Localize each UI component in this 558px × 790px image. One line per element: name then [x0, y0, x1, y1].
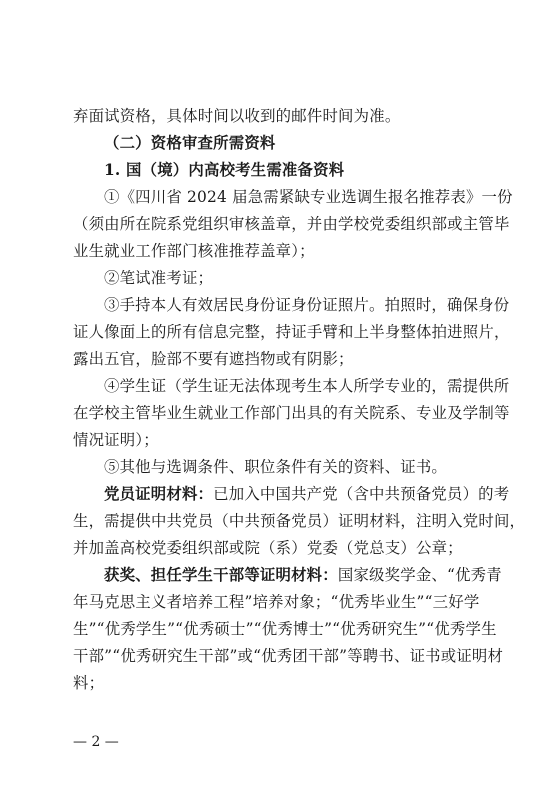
awards-label: 获奖、担任学生干部等证明材料： — [104, 566, 338, 584]
text-line: ④学生证（学生证无法体现考生本人所学专业的，需提供所 — [104, 377, 510, 395]
text-line: 情况证明）； — [73, 431, 159, 449]
text-line: 生，需提供中共党员（中共预备党员）证明材料，注明入党时间， — [73, 512, 526, 530]
text-line: 业生就业工作部门核准推荐盖章）； — [73, 242, 315, 260]
text-line: 并加盖高校党委组织部或院（系）党委（党总支）公章； — [73, 539, 463, 557]
awards-paragraph — [104, 565, 502, 585]
page-number: — 2 — — [73, 734, 119, 750]
text-line: 生”“优秀学生”“优秀硕士”“优秀博士”“优秀研究生”“优秀学生 — [73, 620, 497, 638]
text-line: ⑤其他与选调条件、职位条件有关的资料、证书。 — [104, 458, 447, 476]
text-line: 干部”“优秀研究生干部”或“优秀团干部”等聘书、证书或证明材 — [73, 647, 504, 665]
text-line: ③手持本人有效居民身份证身份证照片。拍照时，确保身份 — [104, 296, 510, 314]
text-line: （须由所在院系党组织审核盖章，并由学校党委组织部或主管毕 — [73, 215, 510, 233]
party-member-text: 已加入中国共产党（含中共预备党员）的考 — [213, 485, 510, 503]
text-line: 在学校主管毕业生就业工作部门出具的有关院系、专业及学制等 — [73, 404, 510, 422]
text-line: 料； — [73, 674, 105, 692]
awards-text: 国家级奖学金、“优秀青 — [337, 566, 502, 584]
text-line: 弃面试资格，具体时间以收到的邮件时间为准。 — [73, 107, 401, 125]
party-member-label: 党员证明材料： — [104, 485, 214, 503]
subsection-heading: 1. 国（境）内高校考生需准备资料 — [104, 161, 345, 179]
text-line: 露出五官，脸部不要有遮挡物或有阴影； — [73, 350, 354, 368]
party-member-paragraph — [104, 484, 509, 504]
text-line: ①《四川省 2024 届急需紧缺专业选调生报名推荐表》一份 — [104, 188, 513, 206]
text-line: 年马克思主义者培养工程”培养对象；“优秀毕业生”“三好学 — [73, 593, 480, 611]
text-line: ②笔试准考证； — [104, 269, 214, 287]
text-line: 证人像面上的所有信息完整，持证手臂和上半身整体拍进照片， — [73, 323, 510, 341]
section-heading: （二）资格审查所需资料 — [104, 134, 276, 152]
